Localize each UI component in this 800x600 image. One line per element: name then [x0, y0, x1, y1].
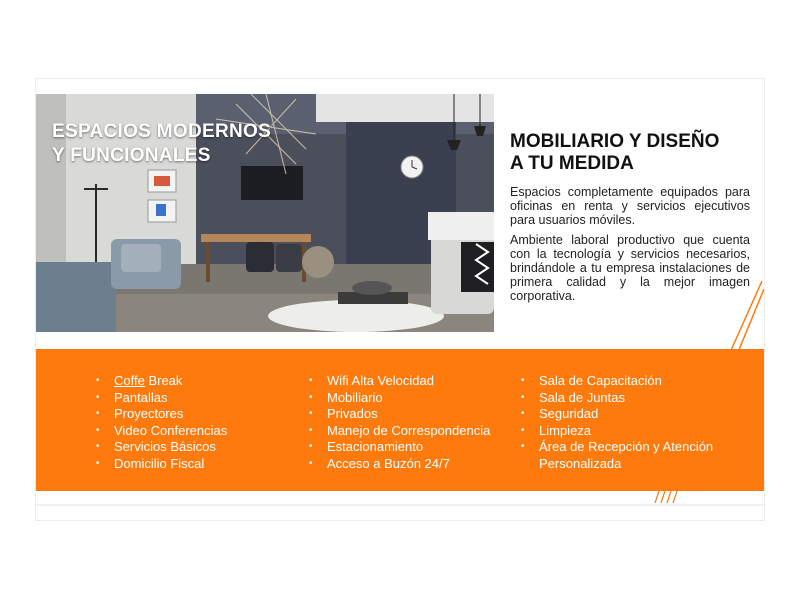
service-item: • Wifi Alta Velocidad	[309, 373, 490, 390]
service-item: • Domicilio Fiscal	[96, 456, 227, 473]
service-item: • Manejo de Correspondencia	[309, 423, 490, 440]
service-item-underlined: Coffe	[114, 373, 145, 388]
section-title-line1: MOBILIARIO Y DISEÑO	[510, 131, 720, 152]
service-item: • Proyectores	[96, 406, 227, 423]
service-item	[96, 373, 227, 390]
services-band	[36, 349, 764, 491]
service-item: • Pantallas	[96, 390, 227, 407]
service-item: • Video Conferencias	[96, 423, 227, 440]
services-column-2	[309, 373, 490, 473]
service-item: • Limpieza	[521, 423, 739, 440]
service-item: • Sala de Capacitación	[521, 373, 739, 390]
photo-title-line2: Y FUNCIONALES	[52, 145, 211, 166]
decorative-lines-top	[724, 279, 764, 359]
service-item: • Acceso a Buzón 24/7	[309, 456, 490, 473]
section-title-line2: A TU MEDIDA	[510, 153, 634, 174]
section-title	[510, 131, 750, 175]
service-item: • Estacionamiento	[309, 439, 490, 456]
services-column-3	[521, 373, 739, 473]
service-item: • Servicios Básicos	[96, 439, 227, 456]
service-item: • Seguridad	[521, 406, 739, 423]
bottom-divider	[36, 504, 764, 506]
photo-title-line1: ESPACIOS MODERNOS	[52, 121, 272, 142]
service-item: • Privados	[309, 406, 490, 423]
decorative-lines-bottom	[651, 491, 691, 505]
right-text-column	[510, 131, 750, 309]
service-item: • Mobiliario	[309, 390, 490, 407]
description-paragraph-1: Espacios completamente equipados para oficinas en renta y servicios ejecutivos para usuarios móviles.	[510, 185, 750, 227]
service-item: • Área de Recepción y Atención Personalizada	[521, 439, 739, 472]
description-paragraph-2: Ambiente laboral productivo que cuenta con la tecnología y servicios necesarios, brindándole a tu empresa instalaciones de primera calidad y la mejor imagen corporativa.	[510, 233, 750, 303]
service-item-rest: Break	[144, 373, 183, 388]
slide	[36, 79, 764, 520]
office-photo	[36, 94, 494, 332]
photo-title	[52, 120, 271, 168]
service-item: • Sala de Juntas	[521, 390, 739, 407]
services-column-1	[96, 373, 227, 473]
